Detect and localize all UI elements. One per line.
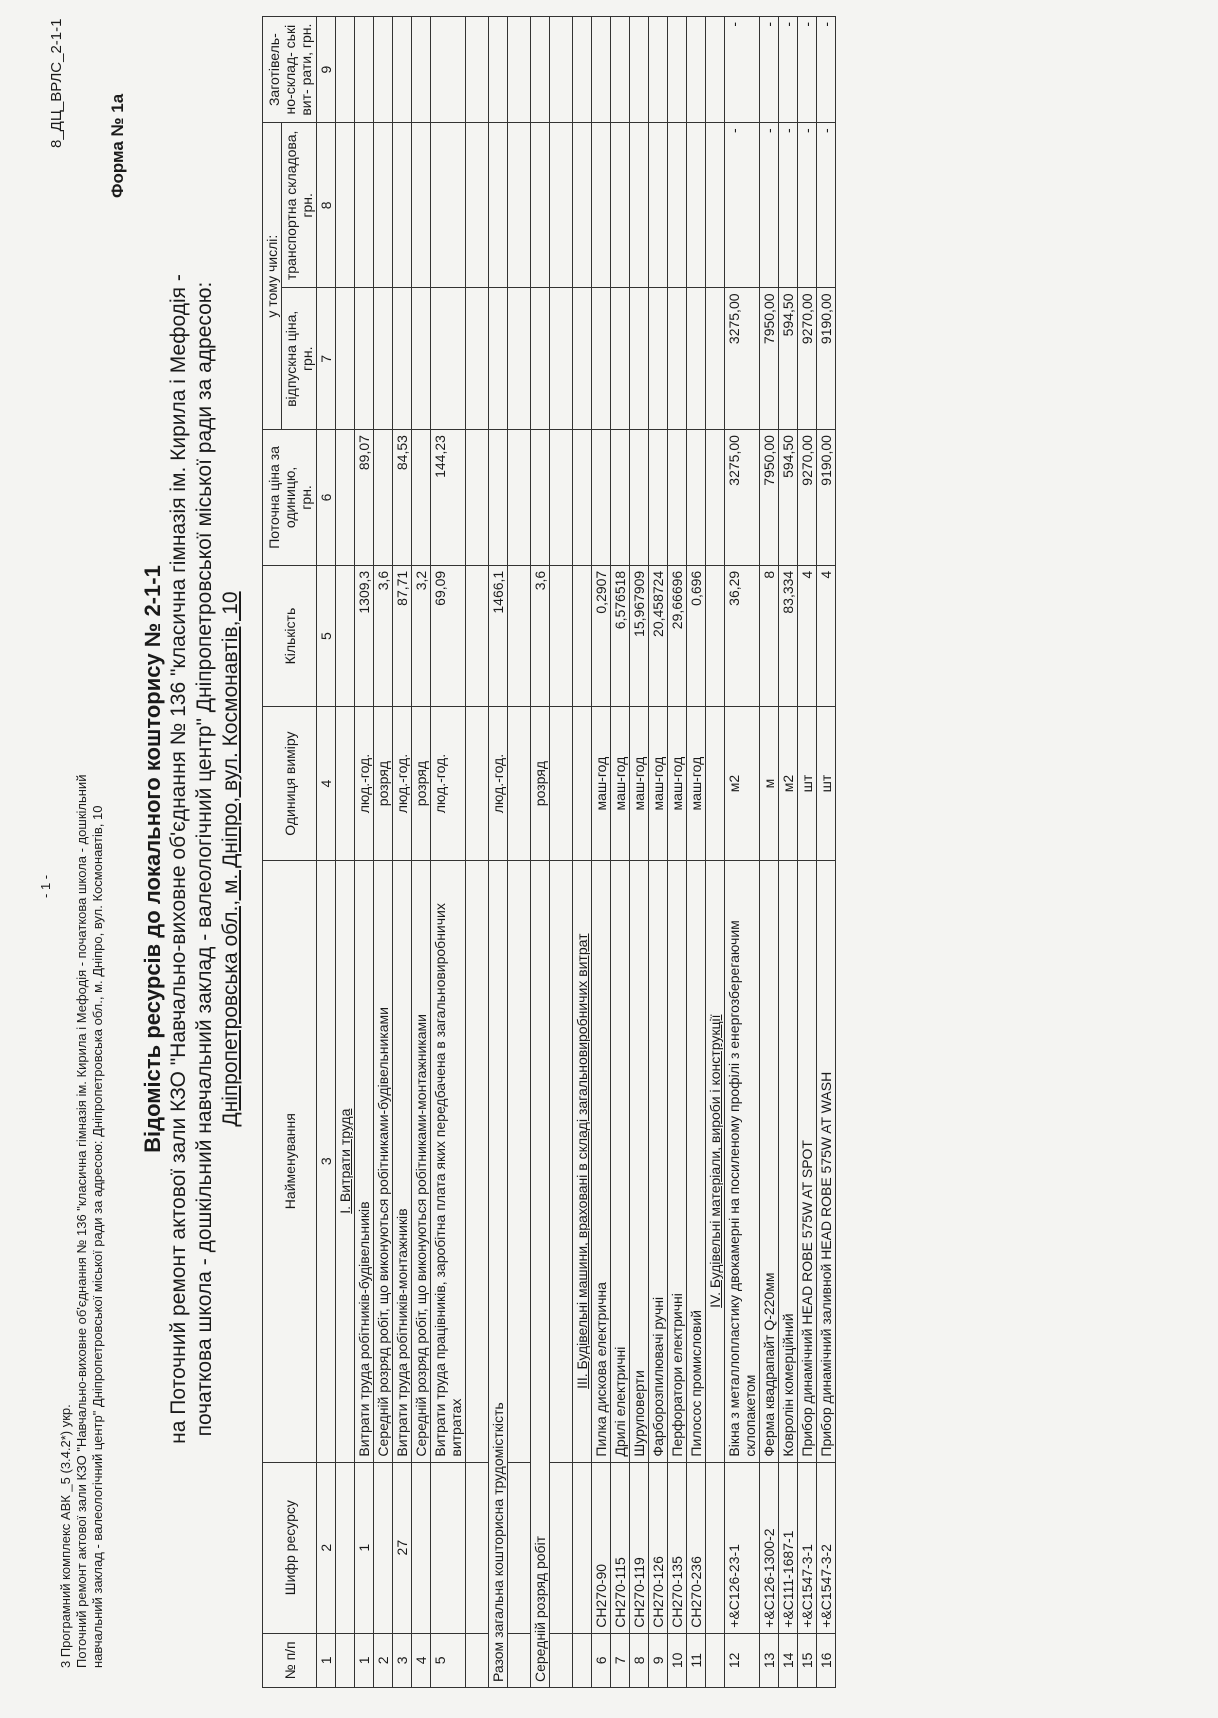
quantity: 3,6 [531,565,550,707]
col-incl: у тому числі: [263,123,282,430]
cell-empty [706,430,725,566]
cell-empty [431,123,466,288]
wholesale-price: 3275,00 [725,288,760,430]
quantity: 29,66696 [668,565,687,707]
cell-empty [630,123,649,288]
section-title-text: III. Будівельні машини, враховані в складі загальновиробничих витрат [574,933,591,1389]
cell-empty [489,288,508,430]
cell-empty [573,1462,592,1633]
cell-empty [611,288,630,430]
quantity: 3,2 [412,565,431,707]
cell-empty [393,288,412,430]
cell-empty [412,288,431,430]
col-wholesale [282,288,317,430]
quantity: 15,967909 [630,565,649,707]
col-wholesale-label: відпускна ціна, [283,310,300,407]
transport-cost: - [798,123,817,288]
cell-empty [508,1462,531,1633]
resource-name: Середній розряд робіт, що виконуються робітниками-монтажниками [412,860,431,1462]
resource-name: Ковролін комерційний [779,860,798,1462]
col-transport-uah: грн. [299,193,316,218]
section-title-text: IV. Будівельні матеріали, вироби і конструкції [707,1014,724,1308]
table-row [687,17,706,1688]
total-label: Разом загальна кошторисна трудомісткість [489,860,508,1687]
cell-empty [374,123,393,288]
resource-code: +&С111-1687-1 [779,1462,798,1633]
row-number: 14 [779,1633,798,1687]
cell-empty [592,430,611,566]
cell-empty [508,123,531,288]
unit: маш-год [630,707,649,860]
table-row [798,17,817,1688]
col-number: 3 [317,860,336,1462]
resource-code: СН270-135 [668,1462,687,1633]
resource-code: 1 [355,1462,374,1633]
unit: м2 [725,707,760,860]
row-number: 3 [393,1633,412,1687]
unit: маш-год [592,707,611,860]
row-number: 8 [630,1633,649,1687]
cell-empty [611,123,630,288]
resources-table [262,16,836,1688]
cell-empty [336,123,355,288]
section-title-text: I. Витрати труда [337,1108,354,1214]
cell-empty [508,1633,531,1687]
procurement-cost: - [760,17,779,123]
quantity: 4 [798,565,817,707]
transport-cost: - [779,123,798,288]
procurement-cost: - [725,17,760,123]
cell-empty [531,123,550,288]
quantity: 20,458724 [649,565,668,707]
unit: маш-год [687,707,706,860]
resource-name: Пилка дискова електрична [592,860,611,1462]
cell-empty [592,288,611,430]
col-number: 8 [317,123,336,288]
resource-code [431,1462,466,1633]
unit-price: 9190,00 [817,430,836,566]
wholesale-price: 594,50 [779,288,798,430]
cell-empty [393,123,412,288]
cell-empty [466,17,489,123]
cell-empty [550,123,573,288]
cell-empty [706,288,725,430]
resource-name: Пилосос промисловий [687,860,706,1462]
table-row [649,17,668,1688]
col-price [263,430,317,566]
cell-empty [550,288,573,430]
cell-empty [550,430,573,566]
transport-cost: - [817,123,836,288]
resource-code: +&С126-23-1 [725,1462,760,1633]
cell-empty [573,288,592,430]
cell-empty [374,288,393,430]
table-row [779,17,798,1688]
unit-price: 9270,00 [798,430,817,566]
title-line-3-text: Дніпропетровська обл., м. Дніпро, вул. Космонавтів, 10 [219,591,242,1127]
transport-cost: - [760,123,779,288]
quantity: 36,29 [725,565,760,707]
cell-empty [649,430,668,566]
table-row [760,17,779,1688]
cell-empty [706,1633,725,1687]
cell-empty [489,17,508,123]
document-title: Відомість ресурсів до локального кошторису № 2-1-1 [140,565,165,1153]
table-row [355,17,374,1688]
row-number: 6 [592,1633,611,1687]
quantity: 0,696 [687,565,706,707]
resource-code: 27 [393,1462,412,1633]
total-label: Середній розряд робіт [531,860,550,1687]
title-line-2: початкова школа - дошкільний навчальний заклад - валеологічний центр" Дніпропетровської міської ради за адресою: [193,281,216,1437]
quantity: 6,576518 [611,565,630,707]
object-line-2: навчальний заклад - валеологічний центр" Дніпропетровської міської ради за адресою: Дніпропетровська обл., м. Дніпро, вул. Космонавтів, 10 [90,805,105,1668]
cell-empty [531,288,550,430]
blank-row [508,17,531,1688]
col-number: 1 [317,1633,336,1687]
cell-empty [431,17,466,123]
section-labor [336,17,355,1688]
section-materials [706,17,725,1688]
labor-total-row [489,17,508,1688]
col-number: 9 [317,17,336,123]
cell-empty [336,430,355,566]
procurement-cost: - [817,17,836,123]
avg-grade-row [531,17,550,1688]
cell-empty [706,123,725,288]
table-row [393,17,412,1688]
resource-name: Ферма квадрапайт Q-220мм [760,860,779,1462]
cell-empty [630,430,649,566]
procurement-cost: - [798,17,817,123]
col-wholesale-uah: грн. [299,346,316,372]
cell-empty [336,17,355,123]
cell-empty [630,17,649,123]
row-number: 7 [611,1633,630,1687]
quantity: 3,6 [374,565,393,707]
unit: люд.-год. [431,707,466,860]
table-row [725,17,760,1688]
unit-price: 144,23 [431,430,466,566]
col-number: 6 [317,430,336,566]
cell-empty [573,17,592,123]
unit-price [412,430,431,566]
table-row [412,17,431,1688]
resource-code: +&С126-1300-2 [760,1462,779,1633]
cell-empty [508,430,531,566]
cell-empty [630,288,649,430]
cell-empty [466,288,489,430]
resource-name: Шуруповерти [630,860,649,1462]
header-row-1 [263,17,282,1688]
table-row [374,17,393,1688]
cell-empty [336,288,355,430]
resource-name: Перфоратори електричні [668,860,687,1462]
resource-code [374,1462,393,1633]
cell-empty [466,565,489,707]
title-line-1: на Поточний ремонт актової зали КЗО "Навчально-виховне об'єднання № 136 "класична гімназія ім. Кирила і Мефодія - [167,274,190,1444]
cell-empty [531,430,550,566]
section-title [706,860,725,1462]
resource-code [412,1462,431,1633]
cell-empty [466,1633,489,1687]
unit-price: 89,07 [355,430,374,566]
blank-row [466,17,489,1688]
resource-name: Дрилі електричні [611,860,630,1462]
document-code: 8_ДЦ_ВРЛС_2-1-1 [48,18,65,148]
cell-empty [508,17,531,123]
resource-code: СН270-115 [611,1462,630,1633]
procurement-cost: - [779,17,798,123]
row-number: 2 [374,1633,393,1687]
resource-name: Витрати труда робітників-будівельників [355,860,374,1462]
cell-empty [573,123,592,288]
quantity: 1466,1 [489,565,508,707]
cell-empty [550,1462,573,1633]
unit: маш-год [649,707,668,860]
resource-name: Витрати труда працівників, заробітна плата яких передбачена в загальновиробничих витратах [431,860,466,1462]
row-number: 10 [668,1633,687,1687]
quantity: 1309,3 [355,565,374,707]
row-number: 4 [412,1633,431,1687]
col-number: 5 [317,565,336,707]
cell-empty [336,565,355,707]
table-row [630,17,649,1688]
col-number: 2 [317,1462,336,1633]
cell-empty [550,17,573,123]
table-row [817,17,836,1688]
unit-price: 7950,00 [760,430,779,566]
cell-empty [649,123,668,288]
quantity: 4 [817,565,836,707]
cell-empty [355,123,374,288]
unit-price [374,430,393,566]
wholesale-price: 9270,00 [798,288,817,430]
cell-empty [412,17,431,123]
cell-empty [489,123,508,288]
quantity: 87,71 [393,565,412,707]
col-qty: Кількість [263,565,317,707]
table-row [592,17,611,1688]
table-row [668,17,687,1688]
unit: розряд [531,707,550,860]
resource-name: Вікна з металлопластику двокамерні на посиленому профілі з енергозберегаючим склопакетом [725,860,760,1462]
cell-empty [550,565,573,707]
transport-cost: - [725,123,760,288]
cell-empty [706,17,725,123]
cell-empty [573,707,592,860]
cell-empty [687,430,706,566]
program-line: 3 Програмний комплекс АВК _5 (3.4.2*) укр. [58,1404,73,1668]
resource-name: Витрати труда робітників-монтажників [393,860,412,1462]
row-number: 16 [817,1633,836,1687]
cell-empty [531,17,550,123]
unit: шт [798,707,817,860]
title-line-3 [219,0,243,1718]
row-number: 1 [355,1633,374,1687]
resource-code: +&С1547-3-1 [798,1462,817,1633]
cell-empty [336,707,355,860]
column-numbers-row [317,17,336,1688]
section-title [573,860,592,1462]
col-unit: Одиниця виміру [263,707,317,860]
cell-empty [550,860,573,1462]
row-number: 5 [431,1633,466,1687]
unit: м [760,707,779,860]
table-row [611,17,630,1688]
col-price-uah: грн. [297,485,314,510]
cell-empty [489,430,508,566]
page-number: - 1 - [38,874,53,898]
unit: розряд [412,707,431,860]
cell-empty [687,288,706,430]
row-number: 13 [760,1633,779,1687]
cell-empty [336,1633,355,1687]
resource-name: Фарборозпилювачі ручні [649,860,668,1462]
cell-empty [592,123,611,288]
cell-empty [466,707,489,860]
resource-code: СН270-90 [592,1462,611,1633]
quantity: 83,334 [779,565,798,707]
col-code: Шифр ресурсу [263,1462,317,1633]
cell-empty [431,288,466,430]
cell-empty [466,860,489,1462]
cell-empty [355,288,374,430]
cell-empty [508,707,531,860]
col-no: № п/п [263,1633,317,1687]
cell-empty [649,288,668,430]
cell-empty [611,430,630,566]
cell-empty [508,288,531,430]
row-number: 11 [687,1633,706,1687]
cell-empty [668,123,687,288]
cell-empty [466,123,489,288]
quantity: 0,2907 [592,565,611,707]
unit: м2 [779,707,798,860]
resource-name: Прибор динамічний заливной HEAD ROBE 575W AT WASH [817,860,836,1462]
cell-empty [687,17,706,123]
resource-code: +&С1547-3-2 [817,1462,836,1633]
unit: шт [817,707,836,860]
col-number: 7 [317,288,336,430]
unit: люд.-год. [355,707,374,860]
row-number: 9 [649,1633,668,1687]
section-machines [573,17,592,1688]
cell-empty [573,1633,592,1687]
wholesale-price: 7950,00 [760,288,779,430]
cell-empty [649,17,668,123]
col-procurement: Заготівель- но-склад- ські вит- рати, грн. [263,17,317,123]
unit-price: 594,50 [779,430,798,566]
cell-empty [668,17,687,123]
cell-empty [687,123,706,288]
unit: люд.-год. [393,707,412,860]
resource-code: СН270-126 [649,1462,668,1633]
cell-empty [508,860,531,1462]
object-line-1: Поточний ремонт актової зали КЗО "Навчально-виховне об'єднання № 136 "класична гімназія ім. Кирила і Мефодія - початкова школа - дошкільний [74,774,89,1668]
cell-empty [706,707,725,860]
section-title [336,860,355,1462]
unit: люд.-год. [489,707,508,860]
cell-empty [668,430,687,566]
quantity: 69,09 [431,565,466,707]
cell-empty [706,565,725,707]
cell-empty [466,1462,489,1633]
cell-empty [592,17,611,123]
col-number: 4 [317,707,336,860]
cell-empty [466,430,489,566]
blank-row [550,17,573,1688]
table-body [336,17,836,1688]
cell-empty [508,565,531,707]
cell-empty [668,288,687,430]
quantity: 8 [760,565,779,707]
resource-name: Прибор динамічний HEAD ROBE 575W AT SPOT [798,860,817,1462]
cell-empty [706,1462,725,1633]
row-number: 15 [798,1633,817,1687]
cell-empty [336,1462,355,1633]
cell-empty [550,707,573,860]
cell-empty [393,17,412,123]
form-number: Форма № 1а [108,93,127,198]
cell-empty [611,17,630,123]
resource-code: СН270-119 [630,1462,649,1633]
unit: маш-год [611,707,630,860]
cell-empty [573,565,592,707]
col-name: Найменування [263,860,317,1462]
row-number: 12 [725,1633,760,1687]
table-row [431,17,466,1688]
cell-empty [550,1633,573,1687]
col-transport [282,123,317,288]
resource-code: СН270-236 [687,1462,706,1633]
unit-price: 84,53 [393,430,412,566]
unit-price: 3275,00 [725,430,760,566]
cell-empty [412,123,431,288]
col-transport-label: транспортна складова, [283,130,300,281]
unit: маш-год [668,707,687,860]
col-price-label: Поточна ціна за одиницю, [265,446,298,549]
cell-empty [355,17,374,123]
resource-name: Середній розряд робіт, що виконуються робітниками-будівельниками [374,860,393,1462]
cell-empty [573,430,592,566]
cell-empty [374,17,393,123]
wholesale-price: 9190,00 [817,288,836,430]
unit: розряд [374,707,393,860]
